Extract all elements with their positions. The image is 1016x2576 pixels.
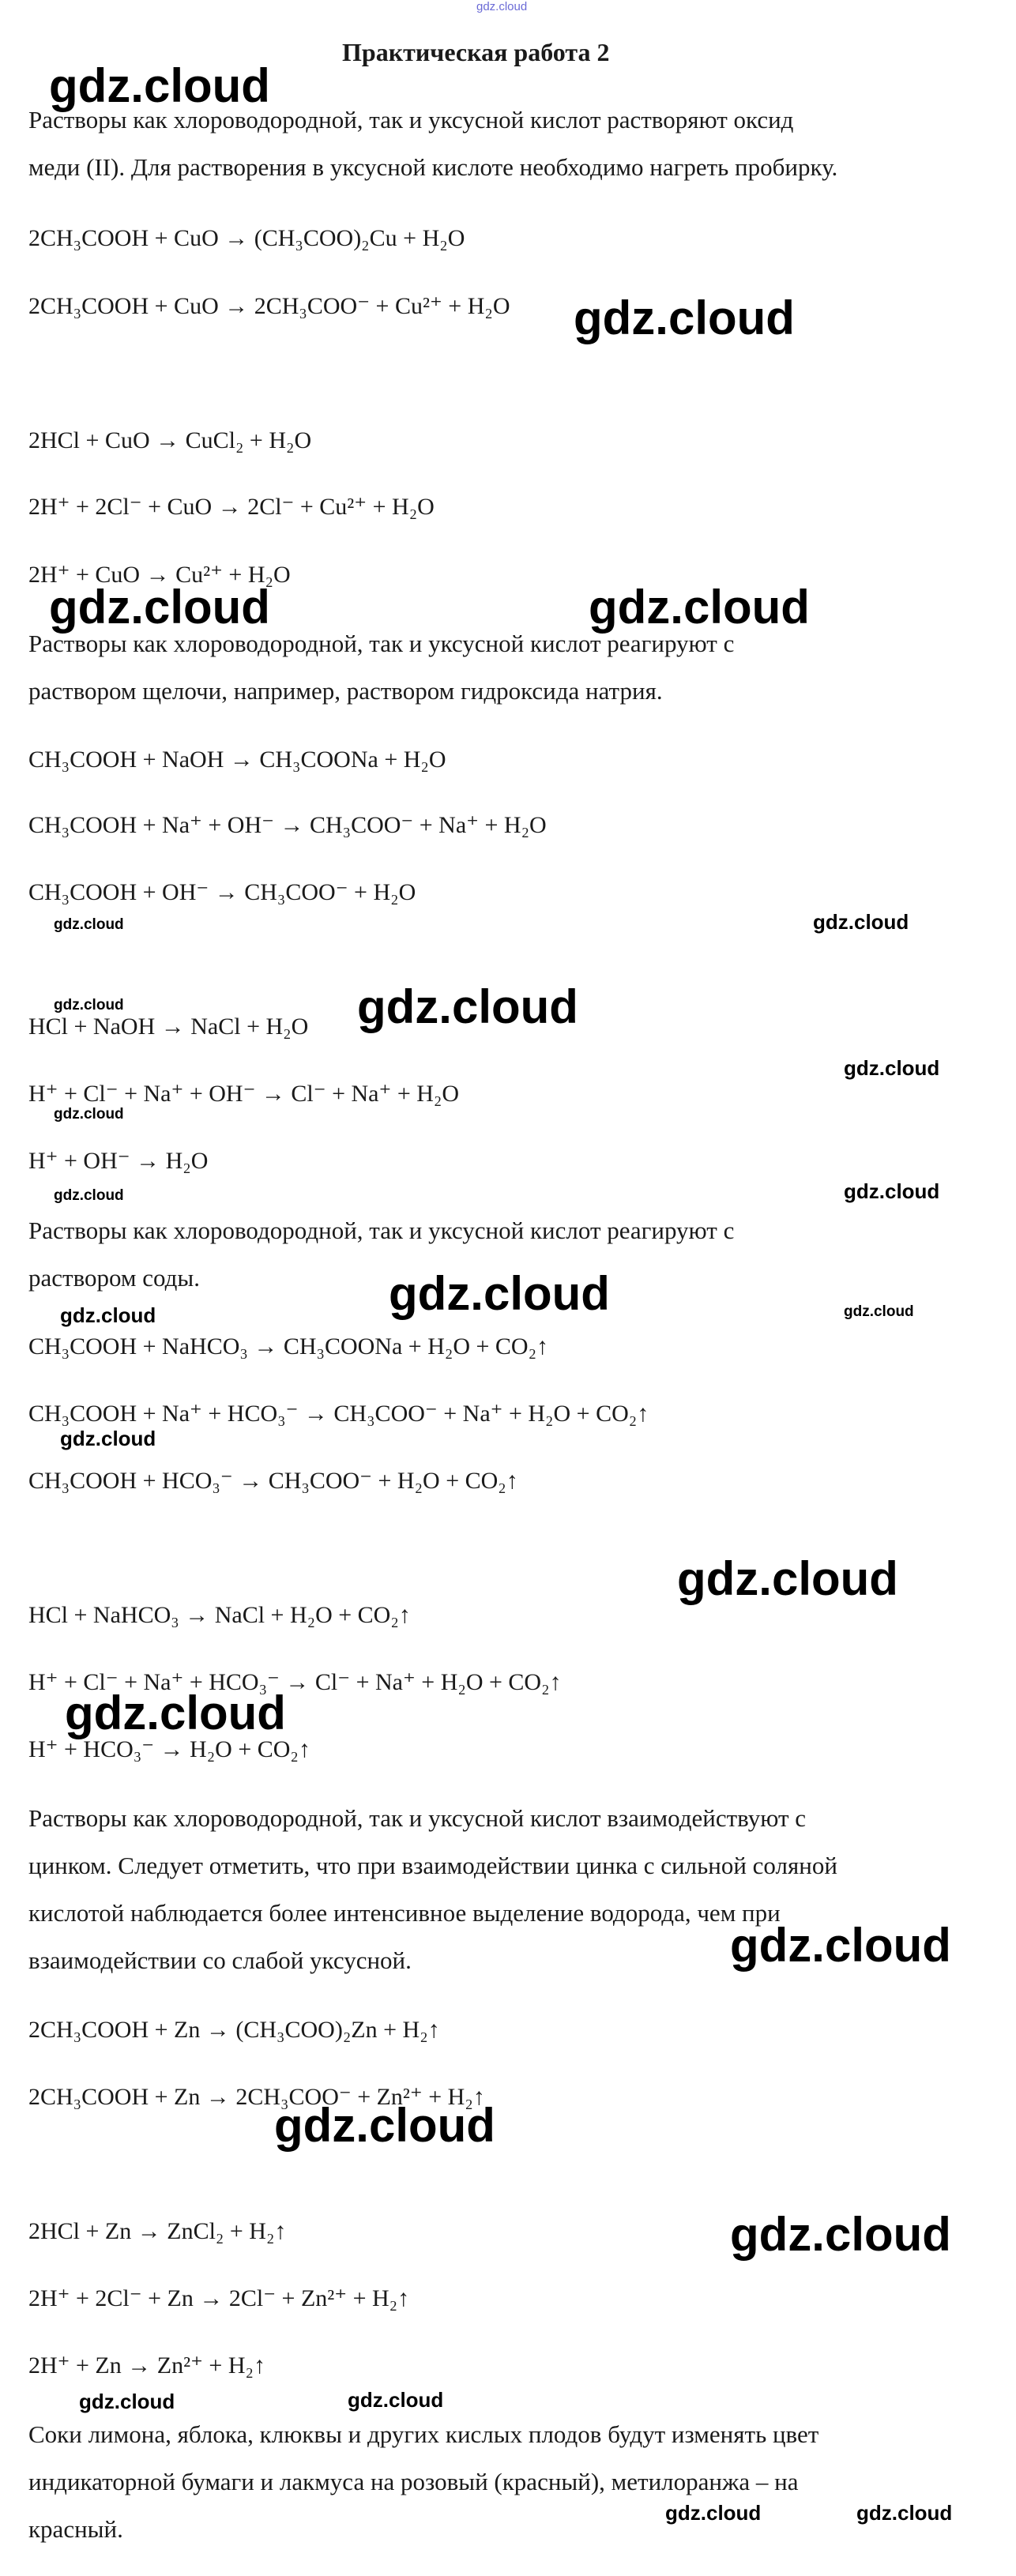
paragraph-line: меди (II). Для растворения в уксусной кислоте необходимо нагреть пробирку. [28,153,838,181]
equation: CH₃COOH + Na⁺ + HCO₃⁻ → CH₃COO⁻ + Na⁺ + H₂O + CO₂↑ [28,1401,649,1427]
watermark: gdz.cloud [844,1056,940,1080]
paragraph-line: Растворы как хлороводородной, так и уксусной кислот растворяют оксид [28,106,794,134]
watermark: gdz.cloud [274,2099,495,2152]
equation: 2H⁺ + 2Cl⁻ + Zn → 2Cl⁻ + Zn²⁺ + H₂↑ [28,2285,410,2311]
watermark: gdz.cloud [54,1187,124,1204]
page-title: Практическая работа 2 [342,38,610,66]
watermark: gdz.cloud [589,581,810,634]
watermark: gdz.cloud [357,980,578,1033]
watermark: gdz.cloud [574,291,795,344]
equation: CH₃COOH + HCO₃⁻ → CH₃COO⁻ + H₂O + CO₂↑ [28,1468,518,1494]
equation: H⁺ + OH⁻ → H₂O [28,1148,209,1174]
paragraph-line: Растворы как хлороводородной, так и уксусной кислот реагируют с [28,1217,735,1244]
equation: 2H⁺ + 2Cl⁻ + CuO → 2Cl⁻ + Cu²⁺ + H₂O [28,494,435,520]
equation: HCl + NaHCO₃ → NaCl + H₂O + CO₂↑ [28,1602,411,1628]
source-link[interactable]: gdz.cloud [476,0,528,13]
equation: 2CH₃COOH + CuO → (CH₃COO)₂Cu + H₂O [28,225,465,251]
watermark: gdz.cloud [844,1179,940,1203]
equation: CH₃COOH + OH⁻ → CH₃COO⁻ + H₂O [28,879,416,905]
equation: HCl + NaOH → NaCl + H₂O [28,1013,309,1040]
watermark: gdz.cloud [389,1267,610,1320]
watermark: gdz.cloud [79,2390,175,2413]
equation: 2HCl + CuO → CuCl₂ + H₂O [28,427,312,453]
watermark: gdz.cloud [844,1303,914,1320]
paragraph-line: красный. [28,2515,123,2543]
watermark: gdz.cloud [49,59,270,112]
equation: H⁺ + Cl⁻ + Na⁺ + HCO₃⁻ → Cl⁻ + Na⁺ + H₂O + CO₂↑ [28,1669,562,1695]
equation: CH₃COOH + NaHCO₃ → CH₃COONa + H₂O + CO₂↑ [28,1333,549,1359]
equation: CH₃COOH + NaOH → CH₃COONa + H₂O [28,746,446,773]
paragraph-line: Растворы как хлороводородной, так и уксусной кислот реагируют с [28,630,735,657]
watermark: gdz.cloud [348,2388,444,2412]
paragraph-line: раствором соды. [28,1264,200,1292]
watermark: gdz.cloud [730,1919,951,1972]
equation: 2HCl + Zn → ZnCl₂ + H₂↑ [28,2218,287,2244]
equation: H⁺ + HCO₃⁻ → H₂O + CO₂↑ [28,1736,310,1762]
equation: 2H⁺ + Zn → Zn²⁺ + H₂↑ [28,2352,265,2379]
equation: CH₃COOH + Na⁺ + OH⁻ → CH₃COO⁻ + Na⁺ + H₂O [28,812,547,838]
watermark: gdz.cloud [677,1552,898,1605]
watermark: gdz.cloud [730,2208,951,2261]
watermark: gdz.cloud [65,1687,286,1739]
paragraph-line: Соки лимона, яблока, клюквы и других кислых плодов будут изменять цвет [28,2420,819,2448]
watermark: gdz.cloud [49,581,270,634]
watermark: gdz.cloud [856,2501,953,2525]
watermark: gdz.cloud [54,916,124,933]
watermark: gdz.cloud [60,1303,156,1327]
equation: 2H⁺ + CuO → Cu²⁺ + H₂O [28,562,291,588]
watermark: gdz.cloud [54,1106,124,1123]
equation: 2CH₃COOH + Zn → (CH₃COO)₂Zn + H₂↑ [28,2017,440,2043]
paragraph-line: цинком. Следует отметить, что при взаимодействии цинка с сильной соляной [28,1852,837,1879]
watermark: gdz.cloud [54,997,124,1013]
watermark: gdz.cloud [813,910,909,934]
paragraph-line: индикаторной бумаги и лакмуса на розовый (красный), метилоранжа – на [28,2468,799,2495]
paragraph-line: взаимодействии со слабой уксусной. [28,1946,412,1974]
paragraph-line: раствором щелочи, например, раствором гидроксида натрия. [28,677,663,705]
watermark: gdz.cloud [60,1427,156,1450]
watermark: gdz.cloud [665,2501,762,2525]
paragraph-line: кислотой наблюдается более интенсивное выделение водорода, чем при [28,1899,781,1927]
equation: 2CH₃COOH + CuO → 2CH₃COO⁻ + Cu²⁺ + H₂O [28,293,510,319]
equation: 2CH₃COOH + Zn → 2CH₃COO⁻ + Zn²⁺ + H₂↑ [28,2084,485,2110]
equation: H⁺ + Cl⁻ + Na⁺ + OH⁻ → Cl⁻ + Na⁺ + H₂O [28,1081,460,1107]
paragraph-line: Растворы как хлороводородной, так и уксусной кислот взаимодействуют с [28,1804,807,1832]
